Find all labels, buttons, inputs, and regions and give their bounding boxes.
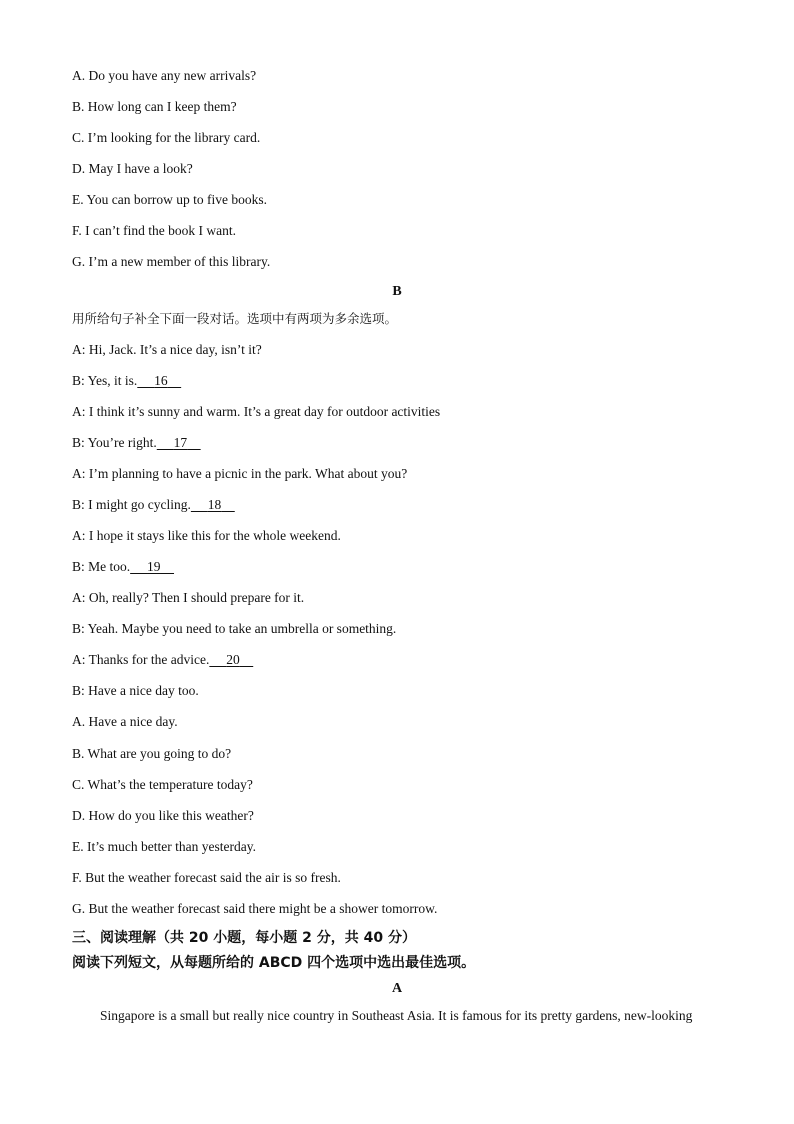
option-f-line: F. I can’t find the book I want.	[72, 223, 237, 238]
dialogue-text: B: I might go cycling.	[72, 497, 191, 512]
section-b-option-b: B. What are you going to do?	[72, 746, 232, 761]
section-b-option-f: F. But the weather forecast said the air is so fresh.	[72, 870, 341, 885]
dialogue-text: B: Me too.	[72, 559, 131, 574]
section-b-option-a: A. Have a nice day.	[72, 714, 178, 729]
answer-blank[interactable]	[209, 652, 253, 668]
dialogue-text: A: I’m planning to have a picnic in the park. What about you?	[72, 466, 408, 481]
option-c-line: C. I’m looking for the library card.	[72, 130, 261, 145]
section-b-option-g: G. But the weather forecast said there might be a shower tomorrow.	[72, 901, 438, 916]
blank-number: 20	[226, 652, 240, 667]
dialogue-line	[72, 528, 341, 544]
option-e-line: E. You can borrow up to five books.	[72, 192, 267, 207]
blank-number: 17	[173, 435, 188, 450]
dialogue-text: A: Thanks for the advice.	[72, 652, 210, 667]
dialogue-text: A: I hope it stays like this for the whole weekend.	[72, 528, 341, 543]
dialogue-text: A: I think it’s sunny and warm. It’s a great day for outdoor activities	[72, 404, 441, 419]
dialogue-line	[72, 404, 440, 420]
section-b-option-c: C. What’s the temperature today?	[72, 777, 253, 792]
option-a-line: A. Do you have any new arrivals?	[72, 68, 257, 83]
dialogue-line	[72, 621, 396, 637]
section-b-heading: B	[392, 284, 402, 299]
passage-heading: A	[391, 981, 403, 996]
option-b-line: B. How long can I keep them?	[72, 99, 237, 114]
option-g-line: G. I’m a new member of this library.	[72, 254, 271, 269]
blank-number: 16	[154, 373, 168, 388]
answer-blank[interactable]	[137, 373, 181, 389]
blank-number: 19	[147, 559, 161, 574]
dialogue-line	[72, 466, 407, 482]
passage-first-line: Singapore is a small but really nice country in Southeast Asia. It is famous for its pretty gardens, new-looking	[100, 1008, 693, 1023]
dialogue-line	[72, 590, 304, 606]
dialogue-line	[72, 435, 201, 451]
dialogue-text: B: You’re right.	[72, 435, 157, 450]
section-b-option-e: E. It’s much better than yesterday.	[72, 839, 256, 854]
section-three-title: 三、阅读理解（共 20 小题，每小题 2 分，共 40 分）	[72, 930, 416, 946]
answer-blank[interactable]	[157, 435, 201, 451]
answer-blank[interactable]	[191, 497, 235, 513]
answer-blank[interactable]	[130, 559, 174, 575]
dialogue-line	[72, 497, 235, 513]
dialogue-line	[72, 373, 181, 389]
dialogue-line	[72, 342, 262, 358]
dialogue-text: A: Hi, Jack. It’s a nice day, isn’t it?	[72, 342, 262, 357]
dialogue-line	[72, 683, 199, 699]
option-d-line: D. May I have a look?	[72, 161, 193, 176]
blank-number: 18	[207, 497, 222, 512]
dialogue-text: B: Have a nice day too.	[72, 683, 199, 698]
section-b-option-d: D. How do you like this weather?	[72, 808, 254, 823]
dialogue-line	[72, 652, 253, 668]
dialogue-line	[72, 559, 174, 575]
dialogue-text: B: Yes, it is.	[72, 373, 138, 388]
section-b-instruction: 用所给句子补全下面一段对话。选项中有两项为多余选项。	[72, 311, 398, 326]
dialogue-text: A: Oh, really? Then I should prepare for it.	[72, 590, 305, 605]
dialogue-text: B: Yeah. Maybe you need to take an umbrella or something.	[72, 621, 397, 636]
section-three-instruction: 阅读下列短文，从每题所给的 ABCD 四个选项中选出最佳选项。	[72, 955, 476, 971]
